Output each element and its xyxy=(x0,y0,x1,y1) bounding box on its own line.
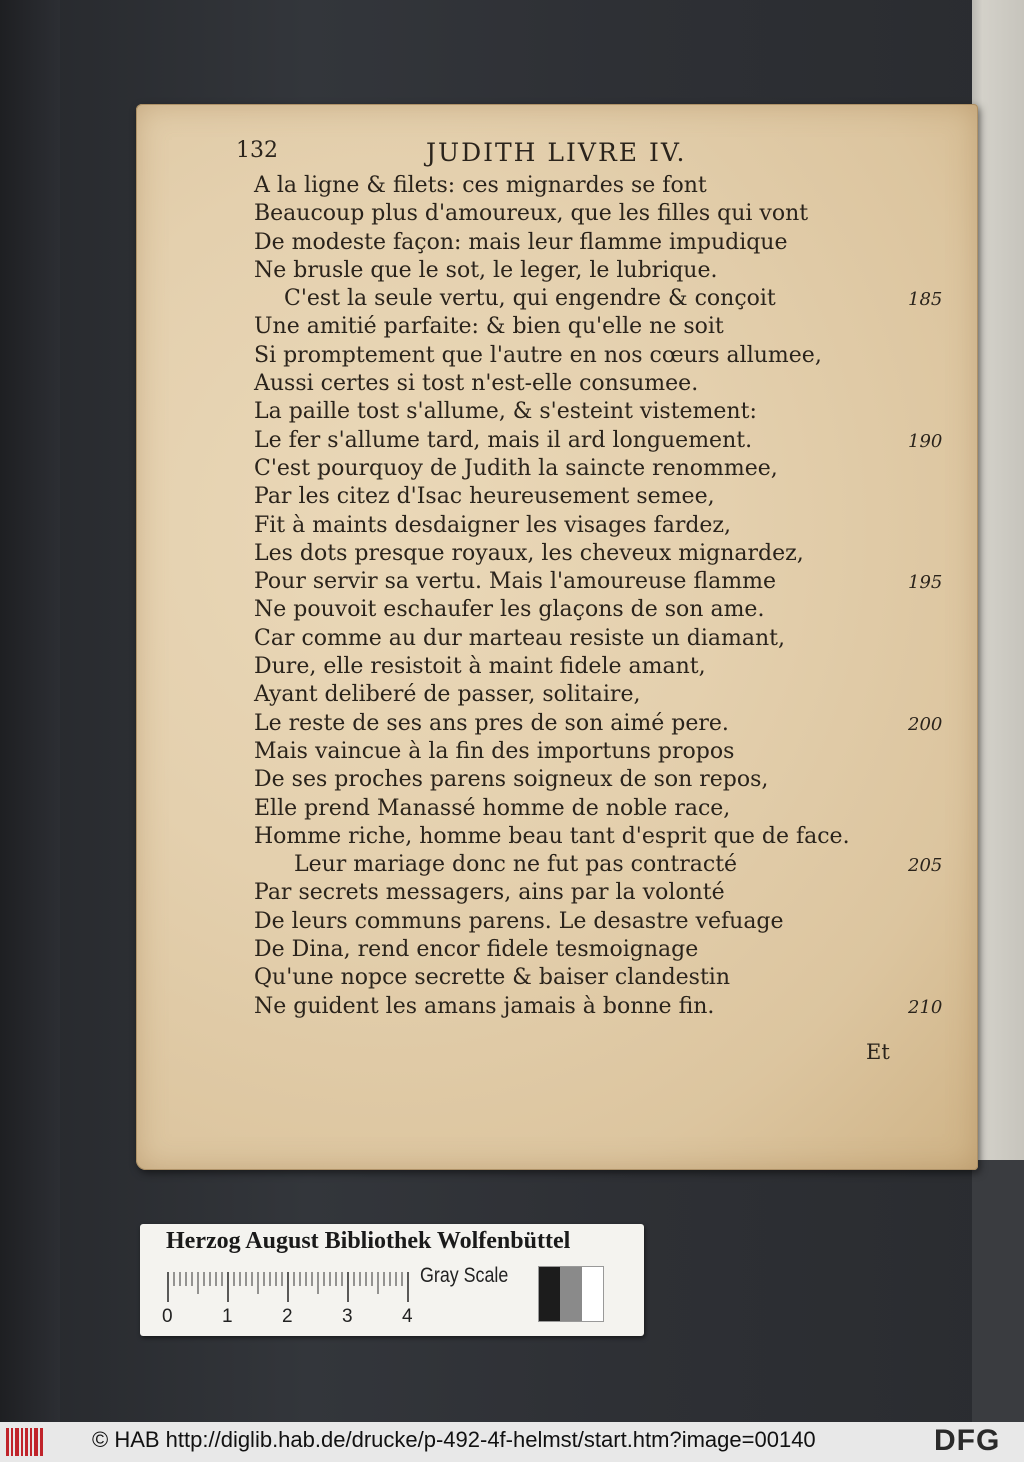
logo-bar xyxy=(21,1428,23,1456)
ruler-labels xyxy=(160,1306,420,1330)
line-number: 185 xyxy=(908,289,943,311)
verse-line: De modeste façon: mais leur flamme impudique xyxy=(254,229,788,255)
line-number: 200 xyxy=(908,713,943,735)
verse-line: Mais vaincue à la fin des importuns propos xyxy=(254,738,735,764)
gray-swatch xyxy=(582,1267,603,1321)
ruler-label: 3 xyxy=(342,1306,353,1327)
logo-bar xyxy=(6,1428,9,1456)
gray-scale-label: Gray Scale xyxy=(420,1264,509,1287)
verse-line: A la ligne & filets: ces mignardes se font xyxy=(254,173,707,198)
logo-bar xyxy=(40,1428,43,1456)
verse-line: Leur mariage donc ne fut pas contracté xyxy=(294,852,738,878)
running-head: JUDITH LIVRE IV. xyxy=(426,138,687,167)
line-number: 190 xyxy=(908,430,943,452)
verse-line: La paille tost s'allume, & s'esteint vistement: xyxy=(254,399,757,425)
verse-line: Si promptement que l'autre en nos cœurs allumee, xyxy=(254,342,822,368)
logo-bar xyxy=(34,1428,38,1456)
verse-line: Aussi certes si tost n'est-elle consumee. xyxy=(254,371,699,397)
verse-line: Par secrets messagers, ains par la volonté xyxy=(254,880,725,906)
line-number: 195 xyxy=(908,572,943,594)
verse-line: De Dina, rend encor fidele tesmoignage xyxy=(254,937,699,963)
verse-line: Le reste de ses ans pres de son aimé pere. xyxy=(254,710,729,736)
verse-line: C'est pourquoy de Judith la saincte renommee, xyxy=(254,455,778,481)
verse-line: Une amitié parfaite: & bien qu'elle ne soit xyxy=(254,314,724,340)
verse-line: De leurs communs parens. Le desastre vefuage xyxy=(254,908,784,934)
logo-bar xyxy=(25,1428,28,1456)
verse-line: Elle prend Manassé homme de noble race, xyxy=(254,795,731,821)
verse-line: Ne brusle que le sot, le leger, le lubrique. xyxy=(254,257,718,283)
catchword: Et xyxy=(866,1040,890,1064)
verse-text xyxy=(254,172,874,1021)
logo-bar xyxy=(11,1428,13,1456)
verse-line: Homme riche, homme beau tant d'esprit que de face. xyxy=(254,823,850,849)
facing-page-shadow xyxy=(972,1160,1024,1422)
ruler-label: 1 xyxy=(222,1306,233,1327)
line-number: 205 xyxy=(908,855,943,877)
verse-line: Car comme au dur marteau resiste un diamant, xyxy=(254,625,785,651)
color-target-card xyxy=(140,1224,644,1336)
logo-bar xyxy=(15,1428,19,1456)
verse-line: Par les citez d'Isac heureusement semee, xyxy=(254,484,715,510)
ruler-label: 4 xyxy=(402,1306,413,1327)
footer-bar xyxy=(0,1422,1024,1462)
verse-line: Les dots presque royaux, les cheveux mignardez, xyxy=(254,540,804,566)
verse-line: C'est la seule vertu, qui engendre & conçoit xyxy=(284,286,776,312)
library-name: Herzog August Bibliothek Wolfenbüttel xyxy=(166,1228,571,1254)
verse-line: Ayant deliberé de passer, solitaire, xyxy=(254,682,641,708)
page-header xyxy=(236,138,776,172)
verse-line: De ses proches parens soigneux de son repos, xyxy=(254,767,769,793)
measurement-ruler xyxy=(166,1268,410,1304)
verse-line: Fit à maints desdaigner les visages fardez, xyxy=(254,512,732,538)
verse-line: Pour servir sa vertu. Mais l'amoureuse flamme xyxy=(254,569,776,595)
gray-scale-swatches xyxy=(538,1266,604,1322)
verse-line: Qu'une nopce secrette & baiser clandestin xyxy=(254,965,731,991)
ruler-label: 0 xyxy=(162,1306,173,1327)
verse-line: Ne guident les amans jamais à bonne fin. xyxy=(254,993,715,1019)
verse-line: Ne pouvoit eschaufer les glaçons de son ame. xyxy=(254,597,765,623)
line-number: 210 xyxy=(908,996,943,1018)
dfg-logo: DFG xyxy=(934,1424,1001,1457)
hab-logo-icon xyxy=(6,1428,48,1456)
copyright-url[interactable]: © HAB http://diglib.hab.de/drucke/p-492-4f-helmst/start.htm?image=00140 xyxy=(92,1427,816,1452)
page-number: 132 xyxy=(236,138,278,163)
left-shadow xyxy=(0,0,60,1422)
verse-line: Le fer s'allume tard, mais il ard longuement. xyxy=(254,427,753,453)
verse-line: Beaucoup plus d'amoureux, que les filles qui vont xyxy=(254,201,809,227)
ruler-label: 2 xyxy=(282,1306,293,1327)
gray-swatch xyxy=(539,1267,560,1321)
gray-swatch xyxy=(560,1267,581,1321)
verse-line: Dure, elle resistoit à maint fidele amant, xyxy=(254,654,706,680)
logo-bar xyxy=(30,1428,32,1456)
